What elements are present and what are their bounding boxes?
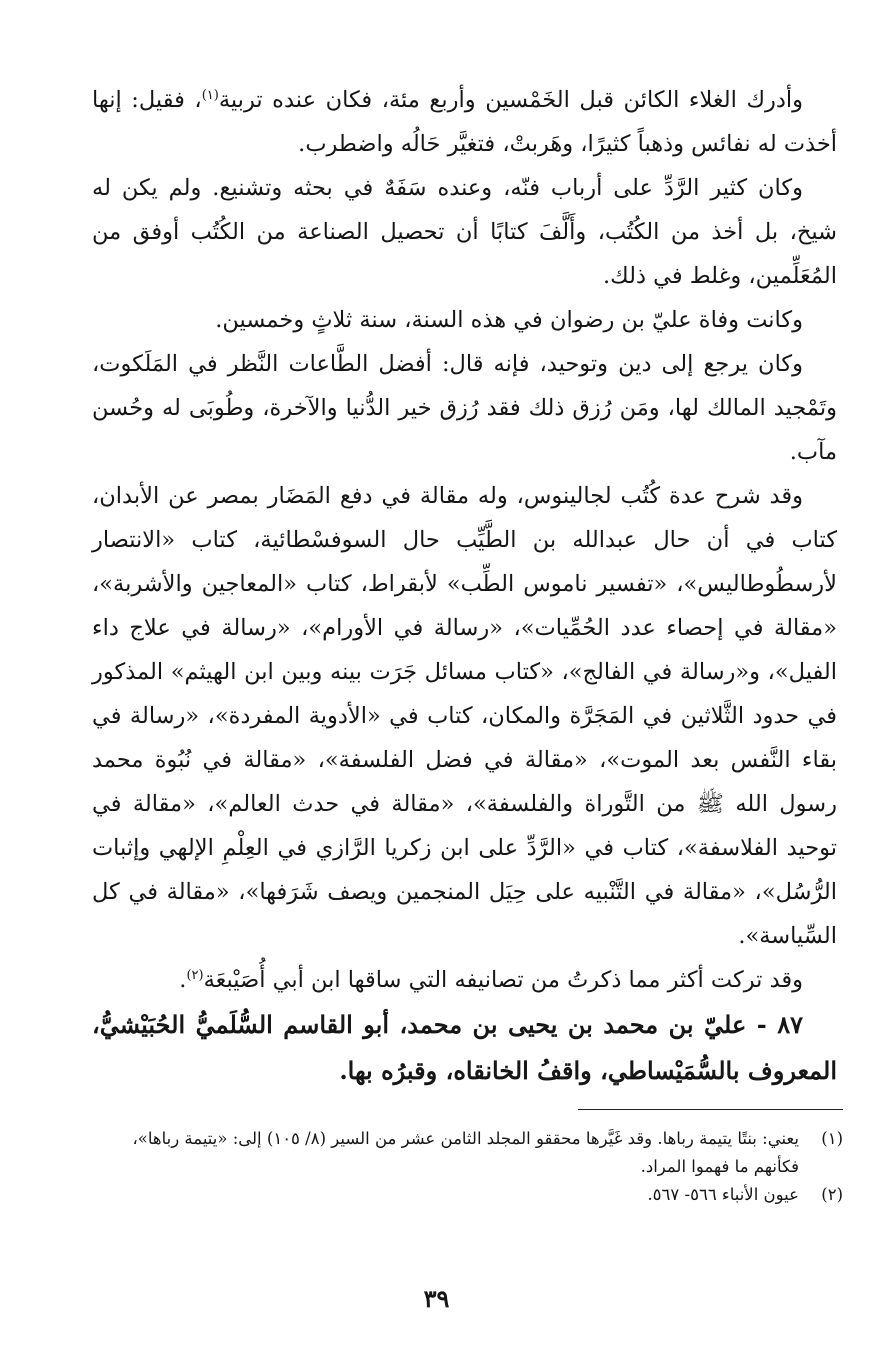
paragraph-1-end: ، فقيل: إنها أخذت له نفائس وذهباً كثيرًا، وهَربتْ، فتغيَّر حَالُه واضطرب. xyxy=(92,87,837,157)
page-number: ٣٩ xyxy=(423,1284,450,1313)
footnote-1-text: يعني: بنتًا يتيمة رباها. وقد غَيَّرها محققو المجلد الثامن عشر من السير (٨/ ١٠٥) إلى: «يتيمة رباها»، فكأنهم ما فهموا المراد. xyxy=(132,1129,799,1176)
paragraph-5: وقد شرح عدة كُتُب لجالينوس، وله مقالة في دفع المَضَار بمصر عن الأبدان، كتاب في أن حال عبدالله بن الطَّيِّب حال السوفسْطائية، كتاب «الانتصار لأرسطُوطاليس»، «تفسير ناموس الطِّب» لأبقراط، كتاب «المعاجين والأشربة»، «مقالة في إحصاء عدد الحُمِّيات»، «رسالة في الأورام»، «رسالة في علاج داء الفيل»، و«رسالة في الفالج»، «كتاب مسائل جَرَت بينه وبين ابن الهيثم» المذكور في حدود الثَّلاثين في المَجَرَّة والمكان، كتاب في «الأدوية المفردة»، «رسالة في بقاء النَّفس بعد الموت»، «مقالة في فضل الفلسفة»، «مقالة في نُبُوة محمد رسول الله ﷺ من التَّوراة والفلسفة»، «مقالة في حدث العالم»، «مقالة في توحيد الفلاسفة»، كتاب في «الرَّدِّ على ابن زكريا الرَّازي في العِلْمِ الإلهي وإثبات الرُّسُل»، «مقالة في التَّنْبيه على حِيَل المنجمين ويصف شَرَفها»، «مقالة في كل السِّياسة». xyxy=(92,483,837,949)
footnote-divider xyxy=(578,1109,843,1110)
footnote-2-text: عيون الأنباء ٥٦٦- ٥٦٧. xyxy=(647,1185,799,1204)
paragraph-6-end: . xyxy=(179,967,187,993)
footnote-ref-1: (١) xyxy=(201,88,219,103)
paragraph-4: وكان يرجع إلى دين وتوحيد، فإنه قال: أفضل الطَّاعات النَّظر في المَلَكوت، وتَمْجيد المالك لها، ومَن رُزق ذلك فقد رُزق خير الدُّنيا والآخرة، وطُوبَى له وحُسن مآب. xyxy=(92,351,837,465)
footnote-2 xyxy=(88,1181,843,1209)
paragraph-6 xyxy=(92,958,837,1002)
entry-heading: ٨٧ - عليّ بن محمد بن يحيى بن محمد، أبو القاسم السُّلَميُّ الحُبَيْشيُّ، المعروف بالسُّمَيْساطي، واقفُ الخانقاه، وقبرُه بها. xyxy=(92,1010,837,1085)
paragraph-1-start: وأدرك الغلاء الكائن قبل الخَمْسين وأربع مئة، فكان عنده تربية xyxy=(218,87,803,113)
main-text xyxy=(92,78,837,1094)
footnotes xyxy=(88,1125,843,1209)
paragraph-6-start: وقد تركت أكثر مما ذكرتُ من تصانيفه التي ساقها ابن أبي أُصَيْبعَة xyxy=(203,967,803,993)
footnote-1-number: (١) xyxy=(821,1129,843,1148)
footnote-ref-2: (٢) xyxy=(186,968,204,983)
paragraph-1 xyxy=(92,78,837,166)
footnote-2-number: (٢) xyxy=(821,1185,843,1204)
footnote-1 xyxy=(88,1125,843,1181)
paragraph-2: وكان كثير الرَّدِّ على أرباب فنّه، وعنده سَفَهٌ في بحثه وتشنيع. ولم يكن له شيخ، بل أخذ من الكُتُب، وأَلَّفَ كتابًا أن تحصيل الصناعة من الكُتُب أوفق من المُعَلِّمين، وغلط في ذلك. xyxy=(92,175,837,289)
paragraph-3: وكانت وفاة عليّ بن رضوان في هذه السنة، سنة ثلاثٍ وخمسين. xyxy=(215,307,803,333)
